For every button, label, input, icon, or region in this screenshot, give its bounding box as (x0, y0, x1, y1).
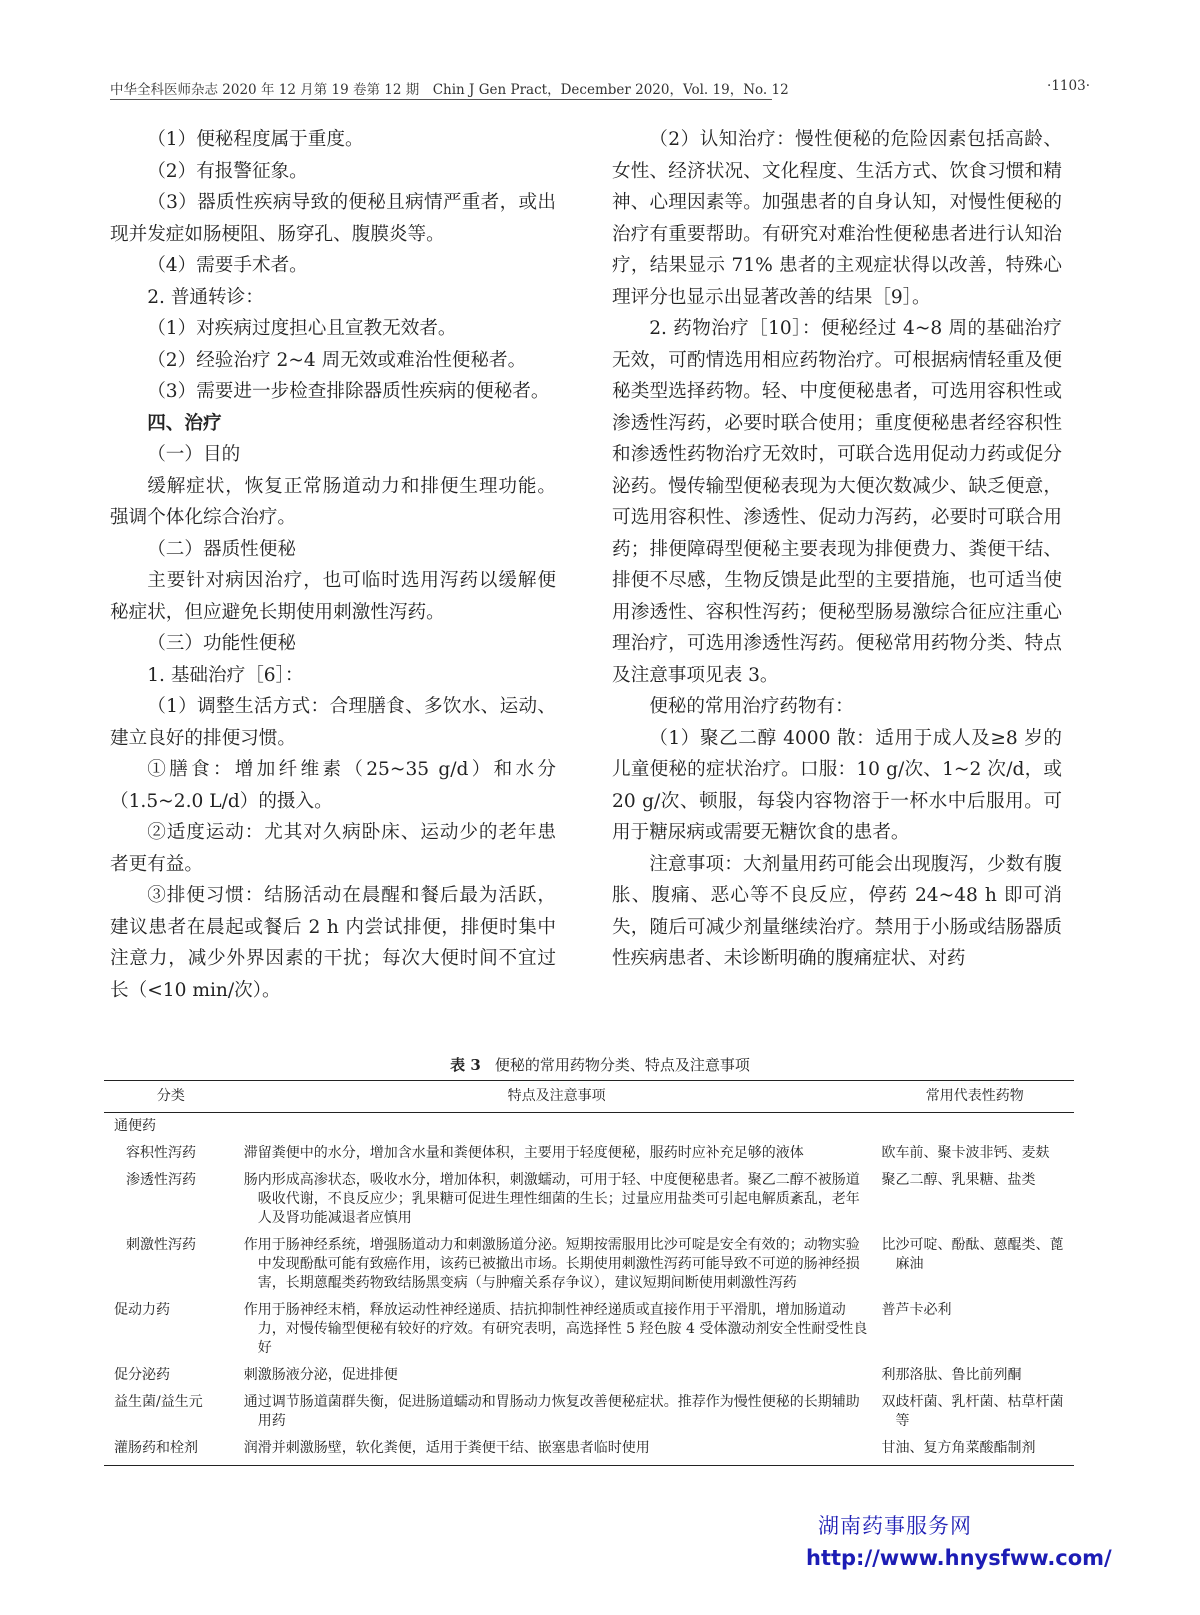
drug-class-cell: 促分泌药 (114, 1367, 170, 1383)
group-label: 通便药 (114, 1118, 156, 1134)
watermark-site-name: 湖南药事服务网 (818, 1514, 972, 1538)
left-column-paragraph: （2）有报警征象。 (147, 160, 308, 182)
drug-class-cell: 益生菌/益生元 (114, 1394, 203, 1410)
representative-drugs-cell: 双歧杆菌、乳杆菌、枯草杆菌等 (881, 1394, 1064, 1429)
right-column-paragraph: 2. 药物治疗［10］：便秘经过 4~8 周的基础治疗无效，可酌情选用相应药物治疗。可根据病情轻重及便秘类型选择药物。轻、中度便秘患者，可选用容积性或渗透性泻药，必要时联合使用；重度便秘患者经容积性和渗透性药物治疗无效时，可联合选用促动力药或促分泌药。慢传输型便秘表现为大便次数减少、缺乏便意，可选用容积性、渗透性、促动力泻药，必要时可联合用药；排便障碍型便秘主要表现为排便费力、粪便干结、排便不尽感，生物反馈是此型的主要措施，也可适当使用渗透性、容积性泻药；便秘型肠易激综合征应注重心理治疗，可选用渗透性泻药。便秘常用药物分类、特点及注意事项见表 3。 (612, 318, 1062, 686)
features-cell: 刺激肠液分泌，促进排便 (243, 1367, 398, 1383)
header-rule (110, 99, 772, 100)
representative-drugs-cell: 聚乙二醇、乳果糖、盐类 (881, 1172, 1036, 1188)
column-header-class: 分类 (104, 1081, 238, 1113)
right-column-paragraph: （2）认知治疗：慢性便秘的危险因素包括高龄、女性、经济状况、文化程度、生活方式、饮食习惯和精神、心理因素等。加强患者的自身认知，对慢性便秘的治疗有重要帮助。有研究对难治性便秘患者进行认知治疗，结果显示 71% 患者的主观症状得以改善，特殊心理评分也显示出显著改善的结果［9］。 (612, 129, 1062, 308)
left-column-paragraph: （三）功能性便秘 (147, 633, 296, 654)
left-column-paragraph: （1）对疾病过度担心且宣教无效者。 (147, 318, 457, 339)
left-column-paragraph: 1. 基础治疗［6］： (147, 664, 304, 686)
table-row (104, 1232, 1074, 1297)
features-cell: 滞留粪便中的水分，增加含水量和粪便体积，主要用于轻度便秘，服药时应补充足够的液体 (243, 1145, 804, 1161)
table-row (104, 1435, 1074, 1466)
journal-citation: 中华全科医师杂志 2020 年 12 月第 19 卷第 12 期 Chin J Gen Pract，December 2020，Vol. 19，No. 12 (110, 82, 789, 98)
left-column (110, 124, 556, 1006)
table-row (104, 1389, 1074, 1435)
left-column-paragraph: 四、治疗 (147, 412, 222, 434)
left-column-paragraph: 2. 普通转诊： (147, 286, 264, 308)
table-row (104, 1167, 1074, 1232)
drug-class-cell: 刺激性泻药 (126, 1237, 196, 1253)
running-header (110, 78, 1090, 102)
drug-class-cell: 渗透性泻药 (126, 1172, 196, 1188)
left-column-paragraph: ③排便习惯：结肠活动在晨醒和餐后最为活跃，建议患者在晨起或餐后 2 h 内尝试排便，排便时集中注意力，减少外界因素的干扰；每次大便时间不宜过长（<10 min/次）。 (110, 885, 556, 1001)
left-column-paragraph: ②适度运动：尤其对久病卧床、运动少的老年患者更有益。 (110, 822, 556, 875)
watermark-url[interactable]: http://www.hnysfww.com/ (806, 1546, 1112, 1570)
table-number: 表 3 (450, 1056, 481, 1074)
table-group-row (104, 1113, 1074, 1141)
left-column-paragraph: （3）器质性疾病导致的便秘且病情严重者，或出现并发症如肠梗阻、肠穿孔、腹膜炎等。 (110, 192, 556, 245)
right-column-paragraph: 便秘的常用治疗药物有： (649, 696, 854, 717)
table-caption (0, 1054, 1200, 1075)
table-row (104, 1297, 1074, 1362)
drug-class-cell: 灌肠药和栓剂 (104, 1435, 238, 1466)
left-column-paragraph: （3）需要进一步检查排除器质性疾病的便秘者。 (147, 381, 550, 402)
features-cell: 作用于肠神经末梢，释放运动性神经递质、拮抗抑制性神经递质或直接作用于平滑肌，增加肠道动力，对慢传输型便秘有较好的疗效。有研究表明，高选择性 5 羟色胺 4 受体激动剂安全性耐受性良好 (243, 1302, 868, 1356)
right-column (612, 124, 1062, 975)
left-column-paragraph: （1）便秘程度属于重度。 (147, 129, 364, 150)
drug-class-cell: 容积性泻药 (126, 1145, 196, 1161)
column-header-features: 特点及注意事项 (238, 1081, 876, 1113)
right-column-paragraph: （1）聚乙二醇 4000 散：适用于成人及≥8 岁的儿童便秘的症状治疗。口服：10 g/次、1~2 次/d，或 20 g/次、顿服，每袋内容物溶于一杯水中后服用。可用于糖尿病或需要无糖饮食的患者。 (612, 727, 1062, 843)
left-column-paragraph: （二）器质性便秘 (147, 538, 296, 560)
representative-drugs-cell: 甘油、复方角菜酸酯制剂 (881, 1440, 1036, 1456)
column-header-representative: 常用代表性药物 (876, 1081, 1074, 1113)
left-column-paragraph: （一）目的 (147, 444, 241, 465)
features-cell: 通过调节肠道菌群失衡，促进肠道蠕动和胃肠动力恢复改善便秘症状。推荐作为慢性便秘的长期辅助用药 (243, 1394, 860, 1429)
page-number: ·1103· (1047, 78, 1090, 94)
left-column-paragraph: 主要针对病因治疗，也可临时选用泻药以缓解便秘症状，但应避免长期使用刺激性泻药。 (110, 570, 556, 623)
features-cell: 润滑并刺激肠壁，软化粪便，适用于粪便干结、嵌塞患者临时使用 (243, 1440, 650, 1456)
right-column-paragraph: 注意事项：大剂量用药可能会出现腹泻，少数有腹胀、腹痛、恶心等不良反应，停药 24~48 h 即可消失，随后可减少剂量继续治疗。禁用于小肠或结肠器质性疾病患者、未诊断明确的腹痛症状、对药 (612, 853, 1062, 969)
watermark (806, 1510, 1112, 1574)
drug-class-cell: 促动力药 (114, 1302, 170, 1318)
table-row (104, 1362, 1074, 1389)
drug-table (104, 1080, 1074, 1466)
left-column-paragraph: （2）经验治疗 2~4 周无效或难治性便秘者。 (147, 349, 527, 371)
left-column-paragraph: （1）调整生活方式：合理膳食、多饮水、运动、建立良好的排便习惯。 (110, 696, 556, 749)
left-column-paragraph: 缓解症状，恢复正常肠道动力和排便生理功能。强调个体化综合治疗。 (110, 475, 556, 528)
representative-drugs-cell: 比沙可啶、酚酞、蒽醌类、蓖麻油 (881, 1237, 1064, 1272)
table-header-row (104, 1081, 1074, 1113)
features-cell: 肠内形成高渗状态，吸收水分，增加体积，刺激蠕动，可用于轻、中度便秘患者。聚乙二醇不被肠道吸收代谢，不良反应少；乳果糖可促进生理性细菌的生长；过量应用盐类可引起电解质紊乱，老年人及肾功能减退者应慎用 (243, 1172, 860, 1226)
left-column-paragraph: （4）需要手术者。 (147, 255, 308, 276)
representative-drugs-cell: 普芦卡必利 (881, 1302, 952, 1318)
features-cell: 作用于肠神经系统，增强肠道动力和刺激肠道分泌。短期按需服用比沙可啶是安全有效的；动物实验中发现酚酞可能有致癌作用，该药已被撤出市场。长期使用刺激性泻药可能导致不可逆的肠神经损害，长期蒽醌类药物致结肠黑变病（与肿瘤关系存争议），建议短期间断使用刺激性泻药 (243, 1237, 860, 1291)
left-column-paragraph: ①膳食：增加纤维素（25~35 g/d）和水分（1.5~2.0 L/d）的摄入。 (110, 759, 556, 812)
table-title: 便秘的常用药物分类、特点及注意事项 (494, 1056, 750, 1074)
representative-drugs-cell: 欧车前、聚卡波非钙、麦麸 (881, 1145, 1050, 1161)
table-row (104, 1140, 1074, 1167)
representative-drugs-cell: 利那洛肽、鲁比前列酮 (881, 1367, 1022, 1383)
